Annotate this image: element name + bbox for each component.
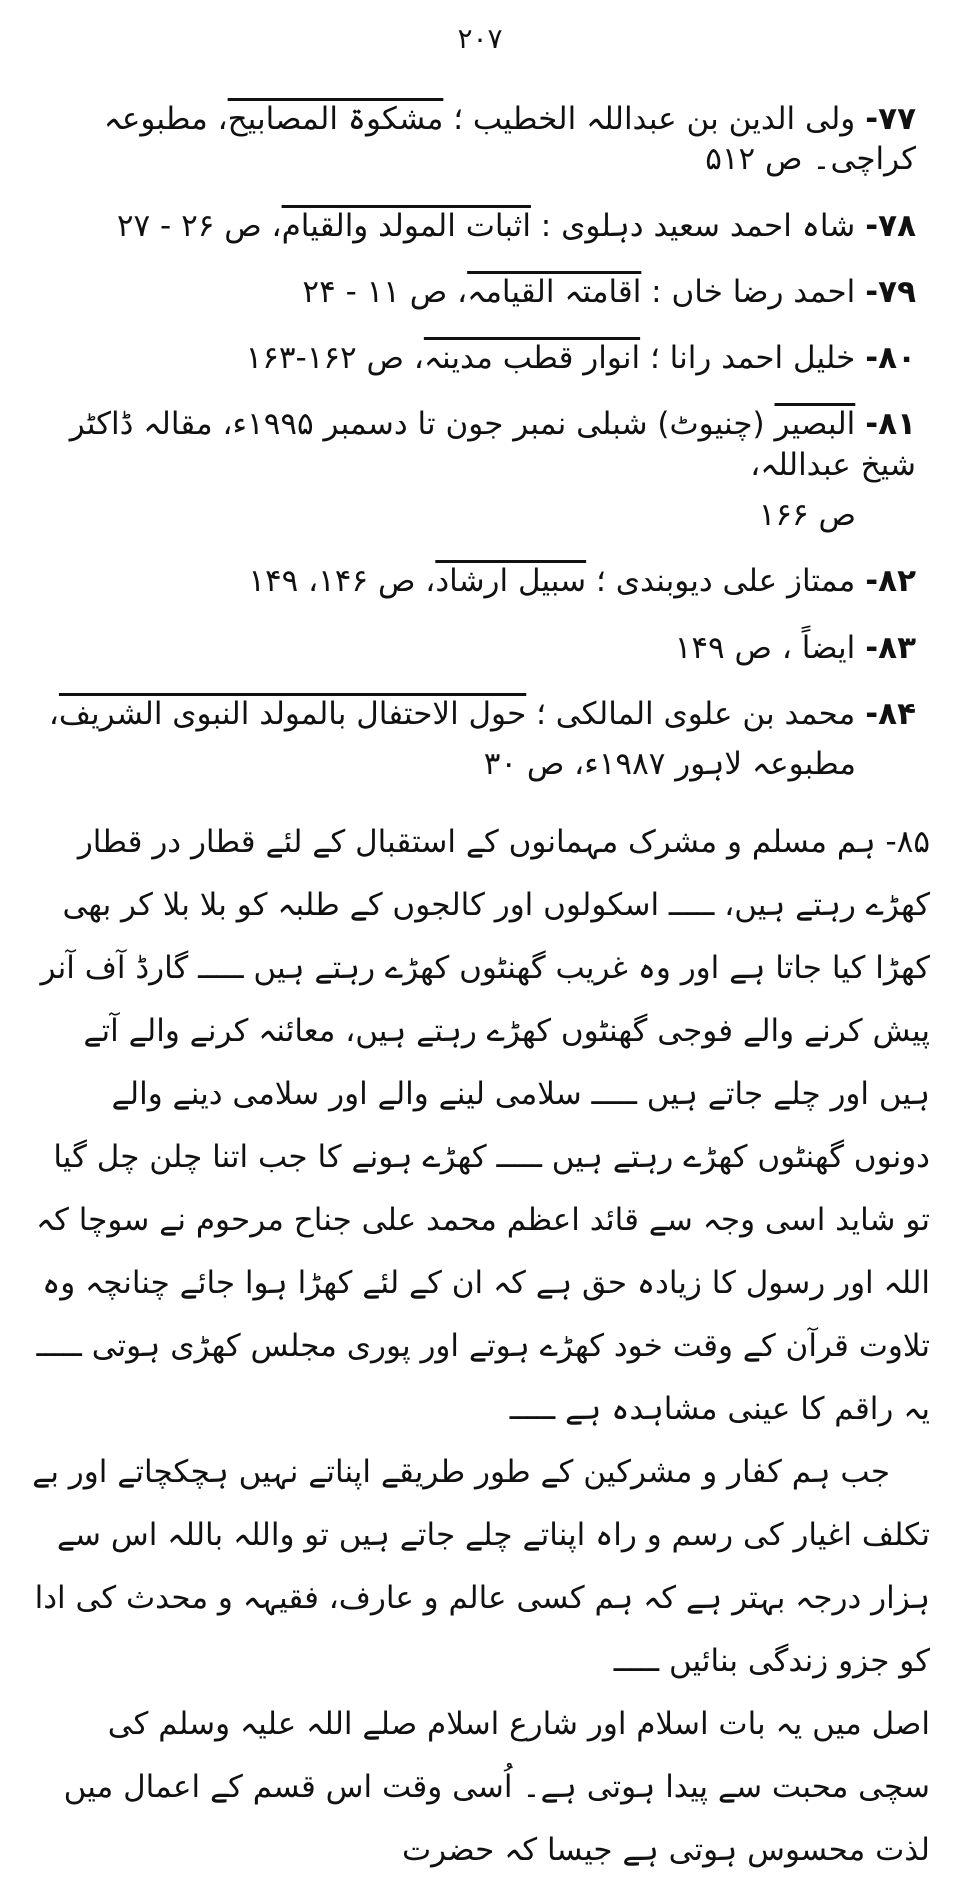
reference-title: سبیل ارشاد	[435, 563, 587, 600]
page-number: ۲۰۷	[457, 22, 503, 55]
body-paragraph: اصل میں یہ بات اسلام اور شارع اسلام صلے اللہ علیہ وسلم کی سچی محبت سے پیدا ہوتی ہے۔ اُسی وقت اس قسم کے اعمال میں لذت محسوس ہوتی ہے جیسا کہ حضرت	[63, 1705, 930, 1868]
reference-text: ، ص ۱۱ - ۲۴	[302, 273, 468, 310]
reference-continuation: مطبوعہ لاہور ۱۹۸۷ء، ص ۳۰	[483, 746, 856, 783]
reference-number: ۷۹-	[865, 273, 916, 310]
reference-number: ۸۲-	[865, 563, 916, 600]
reference-title: مشکوۃ المصابیح	[227, 101, 444, 137]
body-paragraph: جب ہم کفار و مشرکین کے طور طریقے اپناتے نہیں ہچکچاتے اور بے تکلف اغیار کی رسم و راہ اپناتے چلے جاتے ہیں تو واللہ باللہ اس سے ہزار درجہ بہتر ہے کہ ہم کسی عالم و عارف، فقیہہ و محدث کی ادا کو جزو زندگی بنائیں ـــــ	[32, 1453, 930, 1679]
reference-text: ولی الدین بن عبداللہ الخطیب ؛	[443, 101, 856, 137]
reference-title: انوار قطب مدینہ	[423, 340, 641, 377]
reference-item	[30, 272, 930, 312]
reference-item	[30, 99, 930, 180]
reference-number: ۸۴-	[865, 695, 916, 732]
reference-text: خلیل احمد رانا ؛	[640, 340, 856, 377]
reference-item	[30, 404, 930, 535]
reference-number: ۸۱-	[865, 406, 916, 443]
reference-text: احمد رضا خاں :	[641, 273, 856, 310]
reference-title: حول الاحتفال بالمولد النبوی الشریف	[58, 695, 527, 732]
reference-number: ۷۷-	[865, 101, 916, 137]
reference-title: اثبات المولد والقیام	[281, 207, 531, 244]
reference-text: ، ص ۱۶۲-۱۶۳	[245, 340, 424, 377]
body-paragraph: ۸۵- ہم مسلم و مشرک مہمانوں کے استقبال کے لئے قطار در قطار کھڑے رہتے ہیں، ـــــ اسکولوں اور کالجوں کے طلبہ کو بلا بلا کر بھی کھڑا کیا جاتا ہے اور وہ غریب گھنٹوں کھڑے رہتے ہیں ـــــ گارڈ آف آنر پیش کرنے والے فوجی گھنٹوں کھڑے رہتے ہیں، معائنہ کرنے والے آتے ہیں اور چلے جاتے ہیں ـــــ سلامی لینے والے اور سلامی دینے والے دونوں گھنٹوں کھڑے رہتے ہیں ـــــ کھڑے ہونے کا جب اتنا چلن چل گیا تو شاید اسی وجہ سے قائد اعظم محمد علی جناح مرحوم نے سوچا کہ اللہ اور رسول کا زیادہ حق ہے کہ ان کے لئے کھڑا ہوا جائے چنانچہ وہ تلاوت قرآن کے وقت خود کھڑے ہوتے اور پوری مجلس کھڑی ہوتی ـــــ یہ راقم کا عینی مشاہدہ ہے ـــــ	[35, 823, 930, 1427]
reference-text: محمد بن علوی المالکی ؛	[526, 695, 856, 732]
reference-text: ، ص ۱۴۶، ۱۴۹	[248, 563, 436, 600]
reference-number: ۷۸-	[865, 207, 916, 244]
reference-item	[30, 338, 930, 378]
reference-number: ۸۳-	[865, 629, 916, 666]
reference-text: ایضاً ، ص ۱۴۹	[674, 629, 856, 666]
reference-text: (چنیوٹ) شبلی نمبر جون تا دسمبر ۱۹۹۵ء، مقالہ ڈاکٹر شیخ عبداللہ،	[69, 406, 916, 483]
reference-number: ۸۰-	[865, 340, 916, 377]
reference-text: ، ص ۲۶ - ۲۷	[116, 207, 282, 244]
reference-item	[30, 561, 930, 601]
reference-text: ، مطبوعہ کراچی۔ ص ۵۱۲	[103, 101, 916, 178]
reference-title: اقامتہ القیامہ	[467, 273, 642, 310]
reference-item	[30, 694, 930, 785]
reference-title: البصیر	[774, 406, 856, 443]
reference-text: شاہ احمد سعید دہلوی :	[530, 207, 856, 244]
reference-text: ،	[48, 695, 59, 732]
reference-continuation: ص ۱۶۶	[758, 497, 856, 534]
reference-item	[30, 628, 930, 668]
reference-text: ممتاز علی دیوبندی ؛	[586, 563, 856, 600]
reference-list	[30, 99, 930, 785]
reference-item	[30, 206, 930, 246]
